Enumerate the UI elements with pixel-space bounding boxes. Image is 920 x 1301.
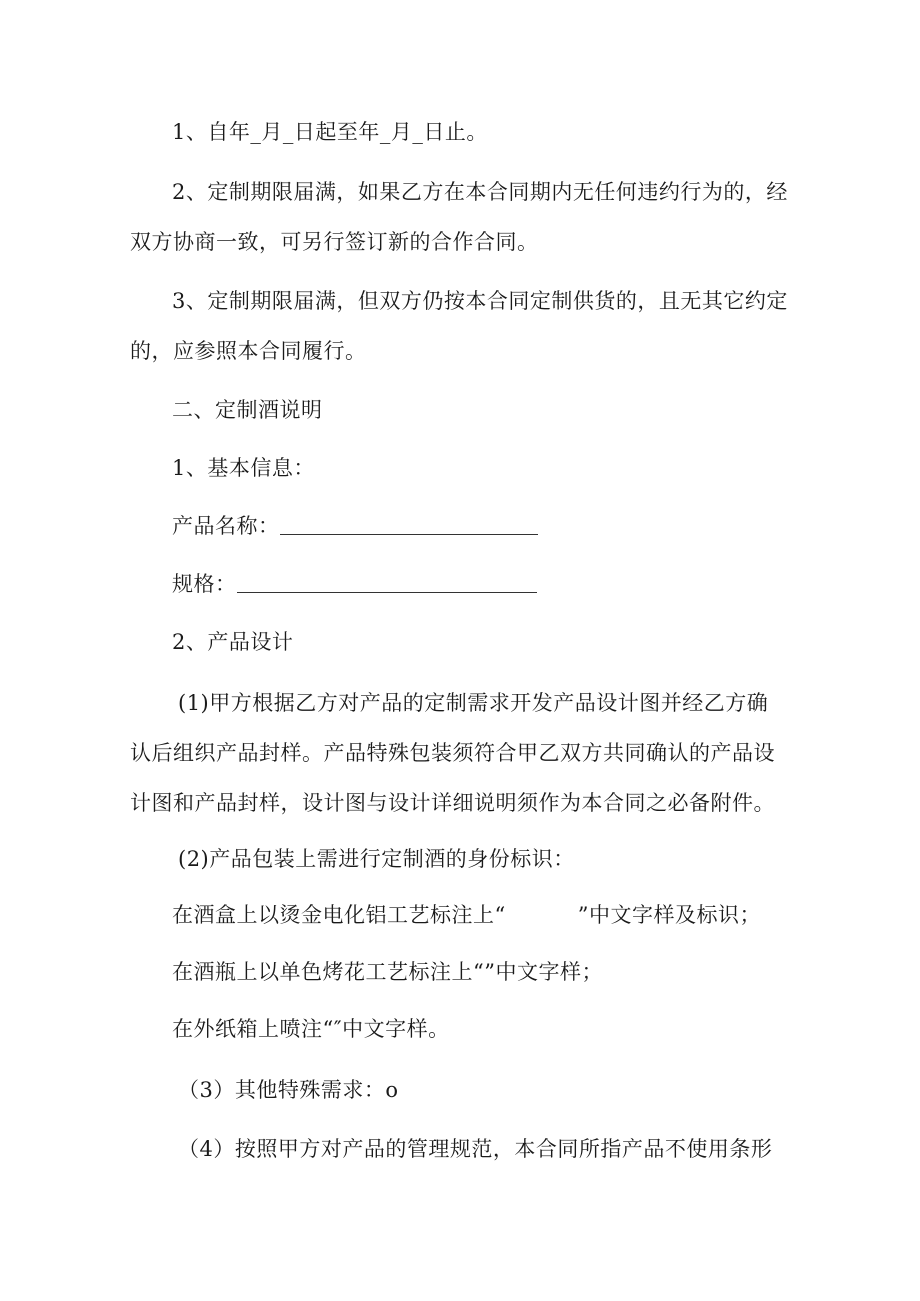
spec-row — [172, 570, 537, 598]
wine-bottle-marking: 在酒瓶上以单色烤花工艺标注上“”中文字样； — [172, 960, 603, 984]
product-name-blank — [280, 514, 538, 535]
spec-label: 规格： — [172, 572, 237, 596]
design-item-3: （3）其他特殊需求：o — [178, 1078, 399, 1102]
design-item-4: （4）按照甲方对产品的管理规范，本合同所指产品不使用条形 — [178, 1137, 773, 1161]
clause-continuation-line-1: 3、定制期限届满，但双方仍按本合同定制供货的，且无其它约定 — [172, 289, 788, 313]
clause-renewal-line-1: 2、定制期限届满，如果乙方在本合同期内无任何违约行为的，经 — [172, 180, 788, 204]
clause-term-dates: 1、自年_月_日起至年_月_日止。 — [172, 120, 488, 144]
design-item-2: (2)产品包装上需进行定制酒的身份标识： — [178, 847, 575, 871]
product-name-row — [172, 512, 538, 540]
subheading-product-design: 2、产品设计 — [172, 630, 294, 654]
clause-renewal-line-2: 双方协商一致，可另行签订新的合作合同。 — [130, 230, 539, 254]
design-item-1-line-1: (1)甲方根据乙方对产品的定制需求开发产品设计图并经乙方确 — [178, 691, 769, 715]
carton-marking: 在外纸箱上喷注“″中文字样。 — [172, 1017, 450, 1041]
design-item-1-line-2: 认后组织产品封样。产品特殊包装须符合甲乙双方共同确认的产品设 — [130, 741, 775, 765]
section-heading-custom-wine: 二、定制酒说明 — [172, 398, 323, 422]
wine-box-marking-start: 在酒盒上以烫金电化铝工艺标注上“ — [172, 903, 506, 927]
product-name-label: 产品名称： — [172, 514, 280, 538]
clause-continuation-line-2: 的，应参照本合同履行。 — [130, 339, 367, 363]
spec-blank — [237, 572, 537, 593]
wine-box-marking — [172, 901, 761, 929]
wine-box-marking-end: ”中文字样及标识； — [577, 903, 761, 927]
design-item-1-line-3: 计图和产品封样，设计图与设计详细说明须作为本合同之必备附件。 — [130, 791, 775, 815]
subheading-basic-info: 1、基本信息： — [172, 456, 315, 480]
